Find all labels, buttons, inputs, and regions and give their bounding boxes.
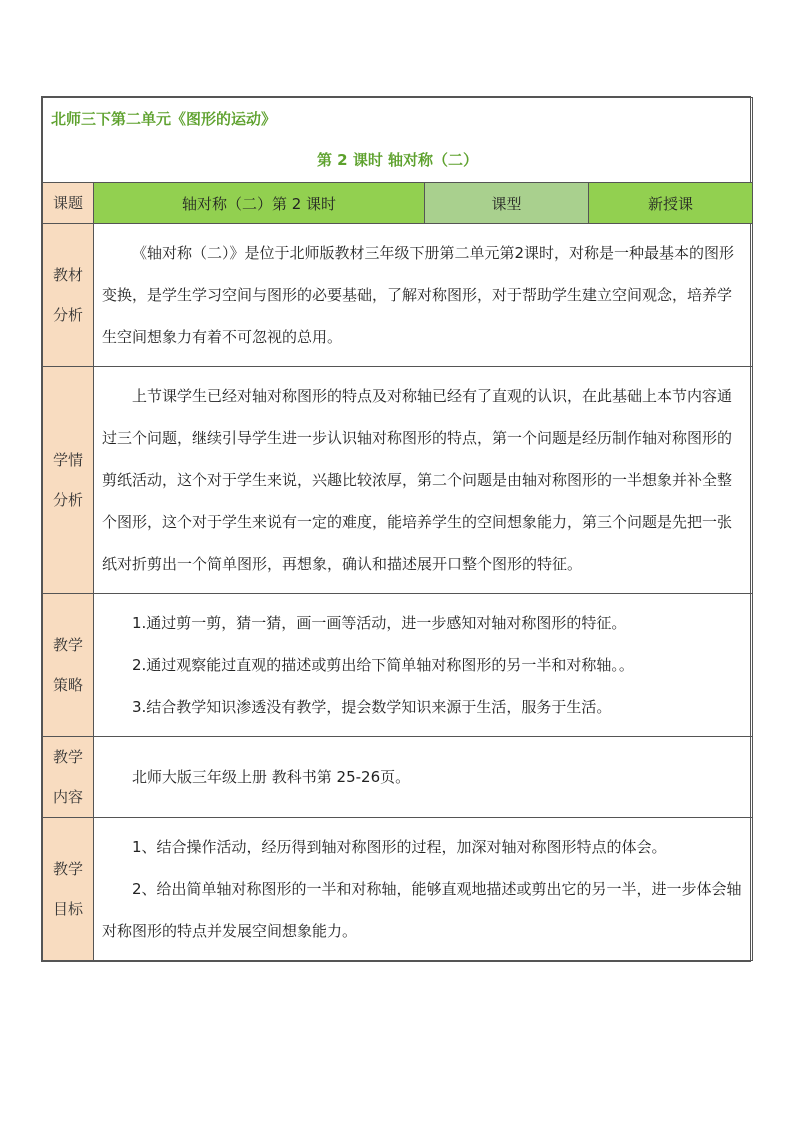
label-line: 教学 <box>52 748 83 766</box>
unit-title: 北师三下第二单元《图形的运动》 <box>51 110 277 128</box>
student-analysis-label <box>43 367 94 594</box>
paragraph: 2.通过观察能过直观的描述或剪出给下简单轴对称图形的另一半和对称轴。。 <box>132 656 634 674</box>
teaching-content-content <box>94 737 753 818</box>
paragraph: 1.通过剪一剪，猜一猜，画一画等活动，进一步感知对轴对称图形的特征。 <box>132 614 627 632</box>
label-line: 教学 <box>52 636 83 654</box>
teaching-content-label <box>43 737 94 818</box>
label-line: 教材 <box>52 266 83 284</box>
teaching-strategy-row <box>43 594 753 737</box>
textbook-analysis-label <box>43 224 94 367</box>
info-row <box>43 183 753 224</box>
student-analysis-content <box>94 367 753 594</box>
paragraph: 《轴对称（二）》是位于北师版教材三年级下册第二单元第2课时，对称是一种最基本的图形变换，是学生学习空间与图形的必要基础，了解对称图形，对于帮助学生建立空间观念，培养学生空间想象力有着不可忽视的总用。 <box>102 244 735 346</box>
title-cell <box>43 98 753 183</box>
teaching-strategy-content <box>94 594 753 737</box>
label-line: 学情 <box>52 451 83 469</box>
title-row <box>43 98 753 183</box>
topic-label: 课题 <box>43 183 94 224</box>
lesson-title: 第 2 课时 轴对称（二） <box>316 151 479 169</box>
textbook-analysis-content <box>94 224 753 367</box>
lesson-plan-table <box>42 97 753 961</box>
textbook-analysis-row <box>43 224 753 367</box>
teaching-content-row <box>43 737 753 818</box>
label-line: 教学 <box>52 860 83 878</box>
student-analysis-row <box>43 367 753 594</box>
paragraph: 2、给出简单轴对称图形的一半和对称轴，能够直观地描述或剪出它的另一半，进一步体会轴对称图形的特点并发展空间想象能力。 <box>102 880 742 940</box>
topic-value: 轴对称（二）第 2 课时 <box>94 183 425 224</box>
label-line: 内容 <box>52 788 83 806</box>
label-line: 目标 <box>52 900 83 918</box>
label-line: 分析 <box>52 306 83 324</box>
paragraph: 上节课学生已经对轴对称图形的特点及对称轴已经有了直观的认识，在此基础上本节内容通过三个问题，继续引导学生进一步认识轴对称图形的特点，第一个问题是经历制作轴对称图形的剪纸活动，这个对于学生来说，兴趣比较浓厚，第二个问题是由轴对称图形的一半想象并补全整个图形，这个对于学生来说有一定的难度，能培养学生的空间想象能力，第三个问题是先把一张纸对折剪出一个简单图形，再想象，确认和描述展开口整个图形的特征。 <box>102 387 733 573</box>
teaching-goals-row <box>43 818 753 961</box>
type-value: 新授课 <box>589 183 753 224</box>
type-label: 课型 <box>425 183 589 224</box>
lesson-plan-sheet <box>41 96 751 962</box>
teaching-goals-label <box>43 818 94 961</box>
paragraph: 3.结合教学知识渗透没有教学，提会数学知识来源于生活，服务于生活。 <box>132 698 612 716</box>
paragraph: 北师大版三年级上册 教科书第 25-26页。 <box>132 768 411 786</box>
teaching-goals-content <box>94 818 753 961</box>
label-line: 分析 <box>52 491 83 509</box>
paragraph: 1、结合操作活动，经历得到轴对称图形的过程，加深对轴对称图形特点的体会。 <box>132 838 667 856</box>
teaching-strategy-label <box>43 594 94 737</box>
label-line: 策略 <box>52 676 83 694</box>
